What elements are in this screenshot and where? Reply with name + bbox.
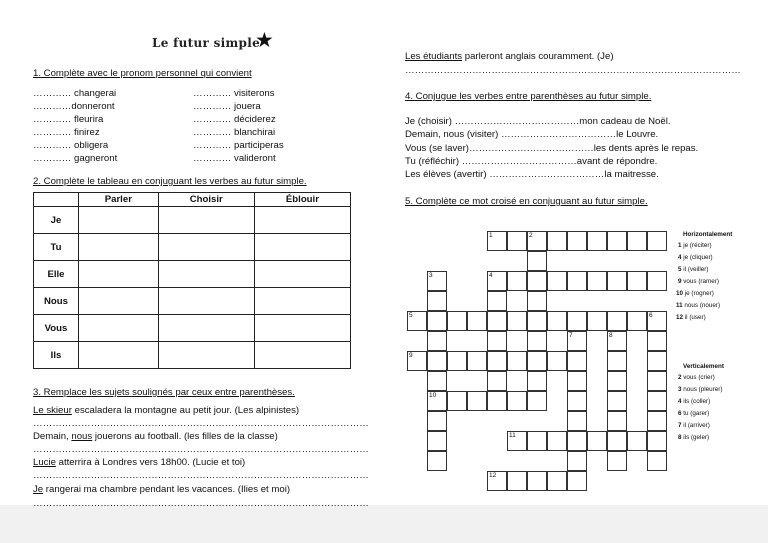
crossword-number: 3: [429, 272, 433, 279]
crossword-number: 6: [649, 312, 653, 319]
answer-dots[interactable]: ……………………………………………………………………………………………: [33, 498, 369, 509]
underlined-subject: nous: [71, 431, 93, 442]
sentence-prefix: Demain,: [33, 431, 72, 442]
crossword-number: 4: [489, 272, 493, 279]
ex4-line: Vous (se laver)…………………………………les dents après le repas.: [405, 143, 699, 154]
crossword-cell[interactable]: [587, 271, 607, 291]
sentence-rest: jouerons au football. (les filles de la classe): [92, 431, 278, 442]
crossword-cell[interactable]: [467, 391, 487, 411]
answer-cell[interactable]: [158, 207, 254, 234]
clue-item: 4 ils (coller): [678, 398, 711, 405]
crossword-cell[interactable]: [607, 351, 627, 371]
table-pronoun: Nous: [34, 288, 79, 315]
ex2-heading: 2. Complète le tableau en conjuguant les verbes au futur simple.: [33, 176, 307, 187]
crossword-cell[interactable]: [447, 311, 467, 331]
answer-cell[interactable]: [79, 234, 159, 261]
crossword-cell[interactable]: [627, 231, 647, 251]
crossword-cell[interactable]: [567, 451, 587, 471]
crossword-cell[interactable]: [447, 351, 467, 371]
clue-item: 8 ils (geler): [678, 434, 710, 441]
ex1-right-item: ………… jouera: [193, 101, 261, 112]
crossword-cell[interactable]: [527, 331, 547, 351]
crossword-cell[interactable]: [547, 311, 567, 331]
ex1-left-item: ………… fleurira: [33, 114, 104, 125]
ex4-line: Tu (réfléchir) ………………………………avant de répondre.: [405, 156, 658, 167]
ex1-right-item: ………… blanchirai: [193, 127, 276, 138]
crossword-cell[interactable]: [587, 311, 607, 331]
underlined-subject: Le skieur: [33, 405, 72, 416]
answer-dots[interactable]: ……………………………………………………………………………………………: [33, 470, 369, 481]
underlined-subject: Je: [33, 484, 44, 495]
crossword-cell[interactable]: [567, 271, 587, 291]
crossword-cell[interactable]: [567, 391, 587, 411]
answer-cell[interactable]: [158, 234, 254, 261]
crossword-cell[interactable]: [547, 431, 567, 451]
crossword-cell[interactable]: [607, 231, 627, 251]
crossword-cell[interactable]: [527, 471, 547, 491]
answer-cell[interactable]: [254, 234, 350, 261]
answer-cell[interactable]: [158, 261, 254, 288]
crossword-cell[interactable]: [507, 271, 527, 291]
table-header: Éblouir: [254, 193, 350, 207]
answer-cell[interactable]: [79, 261, 159, 288]
crossword-cell[interactable]: [587, 431, 607, 451]
clue-item: 12 il (user): [676, 314, 706, 321]
crossword-cell[interactable]: [647, 331, 667, 351]
crossword-cell[interactable]: [427, 311, 447, 331]
ex4-line: Les élèves (avertir) ………………………………la maitresse.: [405, 169, 659, 180]
crossword-cell[interactable]: [567, 471, 587, 491]
crossword-number: 2: [529, 232, 533, 239]
crossword-cell[interactable]: [647, 411, 667, 431]
crossword-cell[interactable]: [467, 311, 487, 331]
ex3-sentence: [33, 484, 290, 496]
crossword-cell[interactable]: [527, 431, 547, 451]
crossword-cell[interactable]: [647, 391, 667, 411]
ex1-left-item: …………donneront: [33, 101, 115, 112]
answer-cell[interactable]: [158, 315, 254, 342]
crossword-cell[interactable]: [647, 371, 667, 391]
crossword-number: 11: [509, 432, 516, 439]
crossword-cell[interactable]: [547, 271, 567, 291]
crossword-cell[interactable]: [647, 431, 667, 451]
answer-dots[interactable]: ……………………………………………………………………………………………: [33, 444, 369, 455]
page-title: Le futur simple: [152, 36, 260, 50]
crossword-cell[interactable]: [507, 311, 527, 331]
crossword-cell[interactable]: [487, 371, 507, 391]
answer-cell[interactable]: [254, 288, 350, 315]
crossword-cell[interactable]: [467, 351, 487, 371]
crossword-cell[interactable]: [527, 391, 547, 411]
ex3-heading: 3. Remplace les sujets soulignés par ceux entre parenthèses.: [33, 387, 295, 398]
answer-cell[interactable]: [158, 342, 254, 369]
ex4-line: Je (choisir) …………………………………mon cadeau de Noël.: [405, 116, 671, 127]
answer-cell[interactable]: [254, 342, 350, 369]
clue-item: 10 je (rogner): [676, 290, 714, 297]
crossword-cell[interactable]: [527, 251, 547, 271]
ex1-left-item: ………… changerai: [33, 88, 117, 99]
clue-item: 11 nous (nouer): [676, 302, 721, 309]
crossword-cell[interactable]: [487, 351, 507, 371]
ex1-right-item: ………… déciderez: [193, 114, 276, 125]
crossword-cell[interactable]: [547, 351, 567, 371]
answer-cell[interactable]: [254, 207, 350, 234]
crossword-cell[interactable]: [527, 291, 547, 311]
crossword-cell[interactable]: [567, 371, 587, 391]
table-pronoun: Ils: [34, 342, 79, 369]
crossword-cell[interactable]: [607, 431, 627, 451]
ex1-heading: 1. Complète avec le pronom personnel qui convient: [33, 68, 252, 79]
crossword-cell[interactable]: [627, 271, 647, 291]
answer-cell[interactable]: [79, 207, 159, 234]
ex5-heading: 5. Complète ce mot croisé en conjuguant au futur simple.: [405, 196, 648, 207]
crossword-number: 10: [429, 392, 437, 399]
conjugation-table: [33, 192, 351, 369]
crossword-cell[interactable]: [567, 311, 587, 331]
crossword-cell[interactable]: [547, 471, 567, 491]
crossword-cell[interactable]: [627, 431, 647, 451]
crossword-cell[interactable]: [647, 451, 667, 471]
clue-item: 6 tu (garer): [678, 410, 710, 417]
crossword-cell[interactable]: [427, 371, 447, 391]
crossword-cell[interactable]: [607, 451, 627, 471]
crossword-cell[interactable]: [607, 391, 627, 411]
crossword-cell[interactable]: [487, 311, 507, 331]
star-icon: ★: [255, 29, 274, 52]
ex1-right-item: ………… visiterons: [193, 88, 275, 99]
crossword-cell[interactable]: [487, 291, 507, 311]
answer-cell[interactable]: [158, 288, 254, 315]
crossword-cell[interactable]: [607, 371, 627, 391]
clue-item: 9 vous (ramer): [678, 278, 719, 285]
answer-dots[interactable]: ……………………………………………………………………………………………: [33, 418, 369, 429]
table-header: Choisir: [158, 193, 254, 207]
crossword-cell[interactable]: [507, 471, 527, 491]
crossword-cell[interactable]: [427, 351, 447, 371]
table-pronoun: Vous: [34, 315, 79, 342]
answer-cell[interactable]: [79, 342, 159, 369]
crossword-cell[interactable]: [427, 451, 447, 471]
sentence-rest: atterrira à Londres vers 18h00. (Lucie et toi): [55, 457, 246, 468]
ex4-heading: 4. Conjugue les verbes entre parenthèses au futur simple.: [405, 91, 652, 102]
horizontal-title: Horizontalement: [683, 231, 733, 238]
crossword-number: 8: [609, 332, 613, 339]
crossword-cell[interactable]: [447, 391, 467, 411]
answer-cell[interactable]: [254, 261, 350, 288]
clue-item: 5 il (veiller): [678, 266, 709, 273]
crossword-cell[interactable]: [427, 431, 447, 451]
table-pronoun: Je: [34, 207, 79, 234]
crossword-cell[interactable]: [567, 431, 587, 451]
ex1-right-item: ………… valideront: [193, 153, 276, 164]
crossword-cell[interactable]: [527, 271, 547, 291]
answer-cell[interactable]: [79, 288, 159, 315]
table-pronoun: Tu: [34, 234, 79, 261]
crossword-cell[interactable]: [487, 391, 507, 411]
crossword-cell[interactable]: [607, 311, 627, 331]
crossword-cell[interactable]: [607, 411, 627, 431]
crossword-cell[interactable]: [427, 411, 447, 431]
vertical-title: Verticalement: [683, 363, 724, 370]
ex1-left-item: ………… obligera: [33, 140, 109, 151]
crossword-cell[interactable]: [507, 351, 527, 371]
crossword-cell[interactable]: [527, 351, 547, 371]
crossword-cell[interactable]: [567, 231, 587, 251]
clue-item: 7 il (arriver): [678, 422, 710, 429]
sentence-rest: escaladera la montagne au petit jour. (Les alpinistes): [71, 405, 300, 416]
crossword-cell[interactable]: [427, 291, 447, 311]
crossword-cell[interactable]: [567, 351, 587, 371]
ex4-line: Demain, nous (visiter) ………………………………le Louvre.: [405, 129, 659, 140]
crossword-cell[interactable]: [647, 351, 667, 371]
sentence-rest: rangerai ma chambre pendant les vacances. (Ilies et moi): [43, 484, 291, 495]
crossword-cell[interactable]: [607, 271, 627, 291]
ex3-sentence: [405, 51, 614, 63]
crossword-cell[interactable]: [567, 411, 587, 431]
table-pronoun: Elle: [34, 261, 79, 288]
answer-dots[interactable]: ……………………………………………………………………………………………: [405, 65, 741, 76]
crossword-cell[interactable]: [647, 231, 667, 251]
crossword-number: 5: [409, 312, 413, 319]
table-header: Parler: [79, 193, 159, 207]
ex1-left-item: ………… finirez: [33, 127, 100, 138]
crossword-cell[interactable]: [507, 391, 527, 411]
answer-cell[interactable]: [254, 315, 350, 342]
ex1-left-item: ………… gagneront: [33, 153, 118, 164]
crossword-number: 7: [569, 332, 573, 339]
crossword-cell[interactable]: [507, 231, 527, 251]
crossword-cell[interactable]: [587, 231, 607, 251]
crossword-cell[interactable]: [547, 231, 567, 251]
crossword-cell[interactable]: [627, 311, 647, 331]
underlined-subject: Lucie: [33, 457, 56, 468]
clue-item: 4 je (cliquer): [678, 254, 713, 261]
ex3-sentence: [33, 431, 278, 443]
table-corner: [34, 193, 79, 207]
crossword-cell[interactable]: [527, 311, 547, 331]
sentence-rest: parleront anglais couramment. (Je): [462, 51, 614, 62]
ex3-sentence: [33, 405, 299, 417]
clue-item: 2 vous (crier): [678, 374, 715, 381]
underlined-subject: Les étudiants: [405, 51, 463, 62]
answer-cell[interactable]: [79, 315, 159, 342]
crossword-cell[interactable]: [427, 331, 447, 351]
crossword-number: 12: [489, 472, 497, 479]
crossword-number: 1: [489, 232, 493, 239]
crossword-number: 9: [409, 352, 413, 359]
ex3-sentence: [33, 457, 245, 469]
crossword-cell[interactable]: [647, 271, 667, 291]
clue-item: 3 nous (pleurer): [678, 386, 723, 393]
clue-item: 1 je (réciter): [678, 242, 712, 249]
crossword-cell[interactable]: [527, 371, 547, 391]
crossword-cell[interactable]: [487, 331, 507, 351]
ex1-right-item: ………… participeras: [193, 140, 284, 151]
